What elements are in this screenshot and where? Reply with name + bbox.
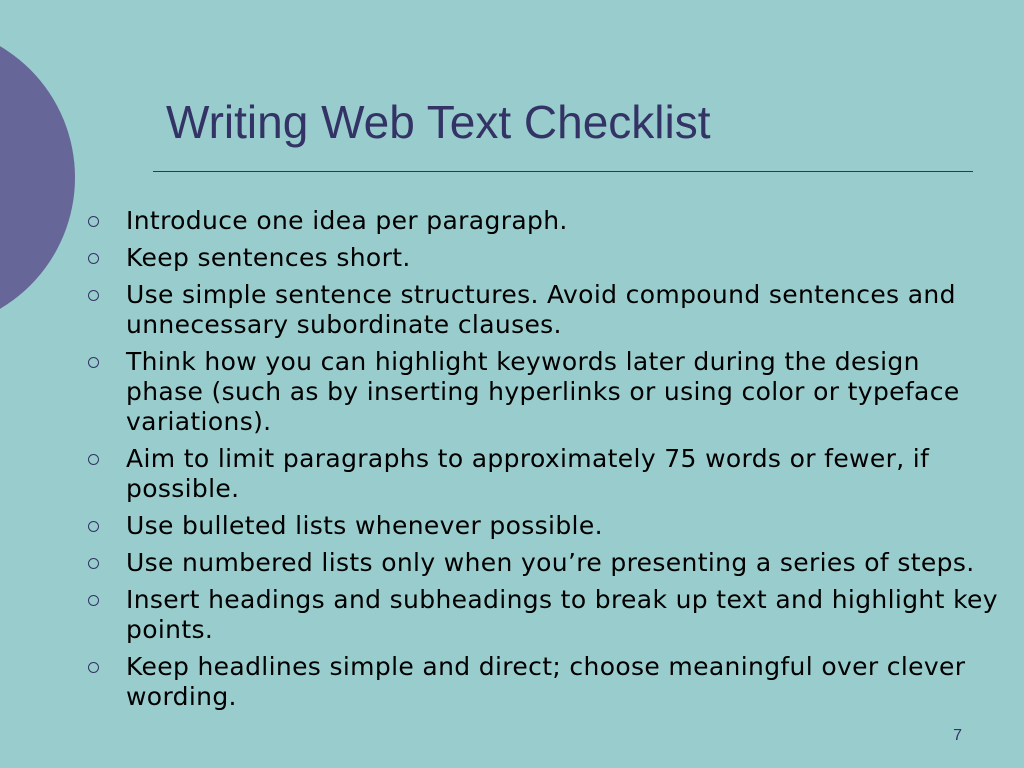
bullet-text: Think how you can highlight keywords later during the design phase (such as by inserting hyperlinks or using color or typeface variations). bbox=[126, 347, 960, 436]
hollow-circle-bullet-icon bbox=[88, 454, 99, 465]
list-item bbox=[84, 444, 1004, 504]
hollow-circle-bullet-icon bbox=[88, 595, 99, 606]
bullet-text: Aim to limit paragraphs to approximately 75 words or fewer, if possible. bbox=[126, 444, 930, 503]
bullet-text: Keep sentences short. bbox=[126, 243, 411, 272]
bullet-text: Insert headings and subheadings to break up text and highlight key points. bbox=[126, 585, 998, 644]
list-item bbox=[84, 347, 1004, 437]
title-divider bbox=[153, 171, 973, 172]
bullet-text: Use simple sentence structures. Avoid compound sentences and unnecessary subordinate clauses. bbox=[126, 280, 956, 339]
bullet-text: Introduce one idea per paragraph. bbox=[126, 206, 568, 235]
list-item bbox=[84, 585, 1004, 645]
list-item bbox=[84, 548, 1004, 578]
hollow-circle-bullet-icon bbox=[88, 357, 99, 368]
hollow-circle-bullet-icon bbox=[88, 662, 99, 673]
list-item bbox=[84, 511, 1004, 541]
hollow-circle-bullet-icon bbox=[88, 521, 99, 532]
list-item bbox=[84, 206, 1004, 236]
slide-title: Writing Web Text Checklist bbox=[166, 96, 711, 148]
bullet-list bbox=[84, 206, 1004, 719]
bullet-text: Keep headlines simple and direct; choose meaningful over clever wording. bbox=[126, 652, 966, 711]
decorative-circle bbox=[0, 25, 75, 330]
bullet-text: Use numbered lists only when you’re presenting a series of steps. bbox=[126, 548, 975, 577]
hollow-circle-bullet-icon bbox=[88, 253, 99, 264]
slide-number: 7 bbox=[953, 727, 962, 744]
bullet-text: Use bulleted lists whenever possible. bbox=[126, 511, 603, 540]
list-item bbox=[84, 243, 1004, 273]
hollow-circle-bullet-icon bbox=[88, 290, 99, 301]
hollow-circle-bullet-icon bbox=[88, 216, 99, 227]
hollow-circle-bullet-icon bbox=[88, 558, 99, 569]
list-item bbox=[84, 652, 1004, 712]
list-item bbox=[84, 280, 1004, 340]
